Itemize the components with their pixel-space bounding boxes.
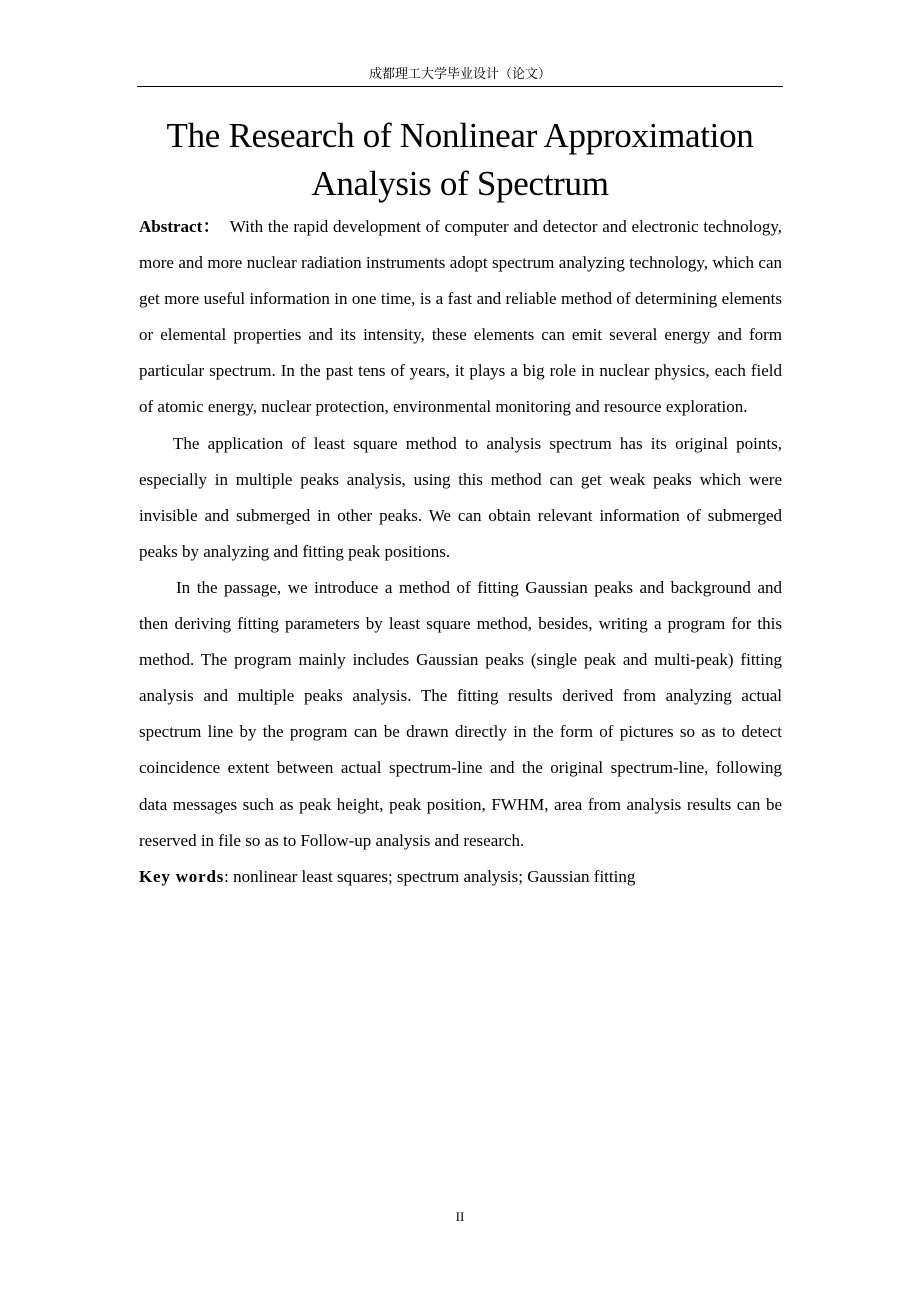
keywords-line bbox=[139, 859, 782, 895]
keywords-text: nonlinear least squares; spectrum analysis; Gaussian fitting bbox=[233, 866, 636, 886]
title-line-2: Analysis of Spectrum bbox=[311, 164, 609, 203]
abstract-paragraph-1-text: With the rapid development of computer and detector and electronic technology, more and more nuclear radiation instruments adopt spectrum analyzing technology, which can get more useful information in one time, is a fast and reliable method of determining elements or elemental properties and its intensity, these elements can emit several energy and form particular spectrum. In the past tens of years, it plays a big role in nuclear physics, each field of atomic energy, nuclear protection, environmental monitoring and resource exploration. bbox=[139, 217, 782, 417]
keywords-separator: : bbox=[224, 866, 234, 886]
running-header: 成都理工大学毕业设计（论文） bbox=[368, 66, 551, 81]
page-number: II bbox=[455, 1209, 465, 1224]
abstract-paragraph-3: In the passage, we introduce a method of fitting Gaussian peaks and background and then deriving fitting parameters by least square method, besides, writing a program for this method. The program mainly includes Gaussian peaks (single peak and multi-peak) fitting analysis and multiple peaks analysis. The fitting results derived from analyzing actual spectrum line by the program can be drawn directly in the form of pictures so as to detect coincidence extent between actual spectrum-line and the original spectrum-line, following data messages such as peak height, peak position, FWHM, area from analysis results can be reserved in file so as to Follow-up analysis and research. bbox=[139, 577, 782, 850]
title-line-1: The Research of Nonlinear Approximation bbox=[166, 116, 754, 155]
abstract-paragraph-1 bbox=[139, 209, 782, 426]
abstract-label: Abstract： bbox=[139, 217, 221, 236]
header-rule bbox=[137, 86, 783, 87]
paper-title bbox=[137, 112, 783, 208]
keywords-label: Key words bbox=[139, 866, 225, 886]
abstract-section bbox=[139, 209, 782, 895]
abstract-paragraph-2: The application of least square method to analysis spectrum has its original points, especially in multiple peaks analysis, using this method can get weak peaks which were invisible and submerged in other peaks. We can obtain relevant information of submerged peaks by analyzing and fitting peak positions. bbox=[139, 433, 782, 561]
